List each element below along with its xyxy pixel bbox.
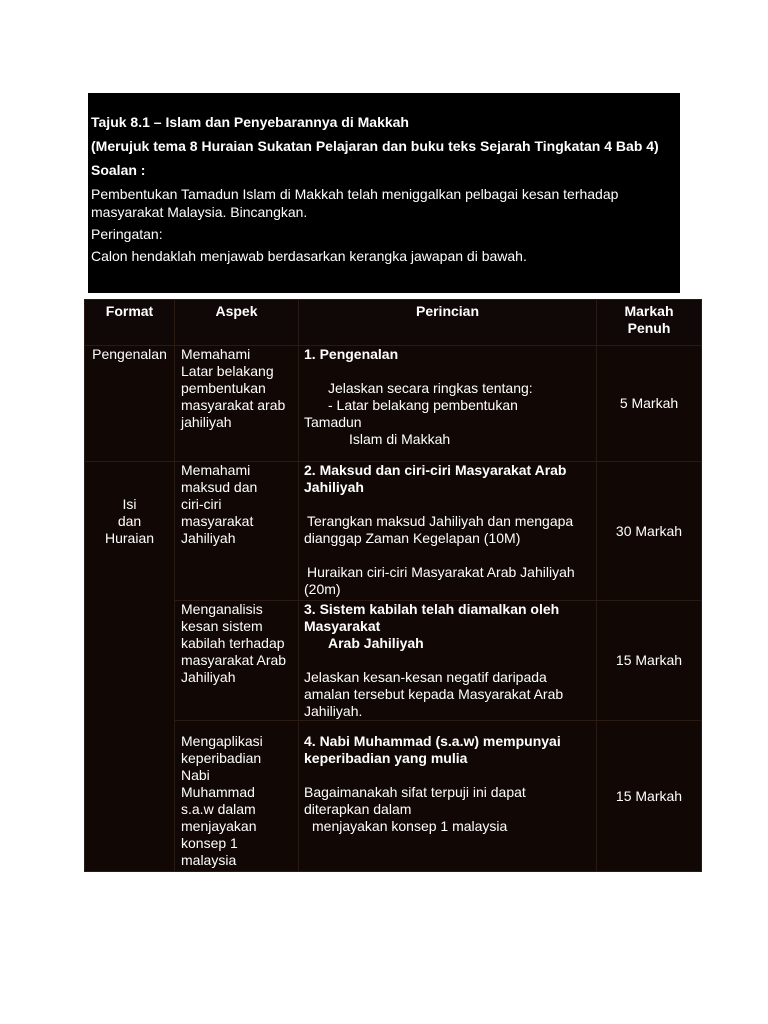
reference-note: (Merujuk tema 8 Huraian Sukatan Pelajaran dan buku teks Sejarah Tingkatan 4 Bab 4) bbox=[91, 138, 659, 154]
table-row bbox=[85, 346, 702, 462]
detail-line: amalan tersebut kepada Masyarakat Arab bbox=[304, 686, 564, 702]
aspek-line: masyarakat Arab bbox=[181, 652, 287, 668]
format-line: Isi bbox=[122, 496, 137, 512]
section-heading: 1. Pengenalan bbox=[304, 346, 399, 362]
detail-line: Huraikan ciri-ciri Masyarakat Arab Jahiliyah bbox=[307, 564, 575, 580]
perincian-cell bbox=[299, 601, 597, 721]
intro-block bbox=[88, 93, 680, 293]
perincian-cell bbox=[299, 346, 597, 462]
aspek-line: masyarakat arab bbox=[181, 397, 286, 413]
perincian-cell bbox=[299, 721, 597, 872]
aspek-line: Memahami bbox=[181, 346, 251, 362]
markah-cell: 15 Markah bbox=[597, 601, 702, 721]
format-cell bbox=[85, 462, 175, 872]
aspek-line: Memahami bbox=[181, 462, 251, 478]
table-row bbox=[85, 601, 702, 721]
detail-line: dianggap Zaman Kegelapan (10M) bbox=[304, 530, 521, 546]
section-heading-cont: Arab Jahiliyah bbox=[328, 635, 424, 651]
aspek-line: Muhammad bbox=[181, 784, 255, 800]
aspek-line: s.a.w dalam bbox=[181, 801, 256, 817]
aspek-line: Mengaplikasi bbox=[181, 733, 263, 749]
detail-line: Jelaskan secara ringkas tentang: bbox=[328, 380, 533, 396]
aspek-line: jahiliyah bbox=[181, 414, 232, 430]
aspek-line: malaysia bbox=[181, 852, 237, 868]
aspek-cell bbox=[175, 601, 299, 721]
detail-line: Bagaimanakah sifat terpuji ini dapat bbox=[304, 784, 526, 800]
aspek-line: konsep 1 bbox=[181, 835, 238, 851]
soalan-label: Soalan : bbox=[91, 162, 146, 178]
perincian-cell bbox=[299, 462, 597, 601]
markah-cell: 5 Markah bbox=[597, 346, 702, 462]
section-heading: 4. Nabi Muhammad (s.a.w) mempunyai bbox=[304, 733, 561, 749]
detail-line: diterapkan dalam bbox=[304, 801, 412, 817]
aspek-line: Jahiliyah bbox=[181, 530, 236, 546]
table-row bbox=[85, 721, 702, 872]
aspek-line: keperibadian bbox=[181, 750, 262, 766]
aspek-cell bbox=[175, 721, 299, 872]
detail-line: (20m) bbox=[304, 581, 341, 597]
aspek-line: Jahiliyah bbox=[181, 669, 236, 685]
aspek-line: Latar belakang bbox=[181, 363, 274, 379]
aspek-line: Nabi bbox=[181, 767, 210, 783]
format-line: Huraian bbox=[104, 530, 155, 546]
table-row bbox=[85, 462, 702, 601]
section-heading: 2. Maksud dan ciri-ciri Masyarakat Arab bbox=[304, 462, 567, 478]
detail-line: Jahiliyah. bbox=[304, 703, 363, 719]
detail-line: Jelaskan kesan-kesan negatif daripada bbox=[304, 669, 547, 685]
aspek-cell bbox=[175, 346, 299, 462]
detail-line: Terangkan maksud Jahiliyah dan mengapa bbox=[307, 513, 574, 529]
detail-line: menjayakan konsep 1 malaysia bbox=[312, 818, 508, 834]
header-aspek: Aspek bbox=[175, 300, 299, 346]
topic-title: Tajuk 8.1 – Islam dan Penyebarannya di Makkah bbox=[91, 114, 409, 130]
header-perincian: Perincian bbox=[299, 300, 597, 346]
aspek-line: pembentukan bbox=[181, 380, 266, 396]
header-format: Format bbox=[85, 300, 175, 346]
header-markah bbox=[597, 300, 702, 346]
header-markah-line1: Markah bbox=[624, 303, 674, 319]
header-markah-line2: Penuh bbox=[627, 320, 671, 336]
format-line: dan bbox=[117, 513, 142, 529]
section-heading-cont: Jahiliyah bbox=[304, 479, 364, 495]
question-line-2: masyarakat Malaysia. Bincangkan. bbox=[91, 204, 308, 220]
aspek-line: kabilah terhadap bbox=[181, 635, 285, 651]
aspek-line: maksud dan bbox=[181, 479, 258, 495]
table-header-row bbox=[85, 300, 702, 346]
aspek-cell bbox=[175, 462, 299, 601]
markah-cell: 30 Markah bbox=[597, 462, 702, 601]
aspek-line: ciri-ciri bbox=[181, 496, 222, 512]
section-heading-cont: keperibadian yang mulia bbox=[304, 750, 468, 766]
answer-framework-table bbox=[84, 299, 702, 872]
aspek-line: Menganalisis bbox=[181, 601, 263, 617]
detail-line: Islam di Makkah bbox=[349, 431, 451, 447]
detail-line: Tamadun bbox=[304, 414, 362, 430]
question-line-1: Pembentukan Tamadun Islam di Makkah telah meniggalkan pelbagai kesan terhadap bbox=[91, 186, 619, 202]
aspek-line: menjayakan bbox=[181, 818, 257, 834]
aspek-line: masyarakat bbox=[181, 513, 254, 529]
warning-text: Calon hendaklah menjawab berdasarkan kerangka jawapan di bawah. bbox=[91, 248, 527, 264]
section-heading-cont: Masyarakat bbox=[304, 618, 381, 634]
section-heading: 3. Sistem kabilah telah diamalkan oleh bbox=[304, 601, 560, 617]
format-cell: Pengenalan bbox=[85, 346, 175, 462]
warning-label: Peringatan: bbox=[91, 226, 163, 242]
aspek-line: kesan sistem bbox=[181, 618, 263, 634]
detail-line: - Latar belakang pembentukan bbox=[328, 397, 518, 413]
markah-cell: 15 Markah bbox=[597, 721, 702, 872]
